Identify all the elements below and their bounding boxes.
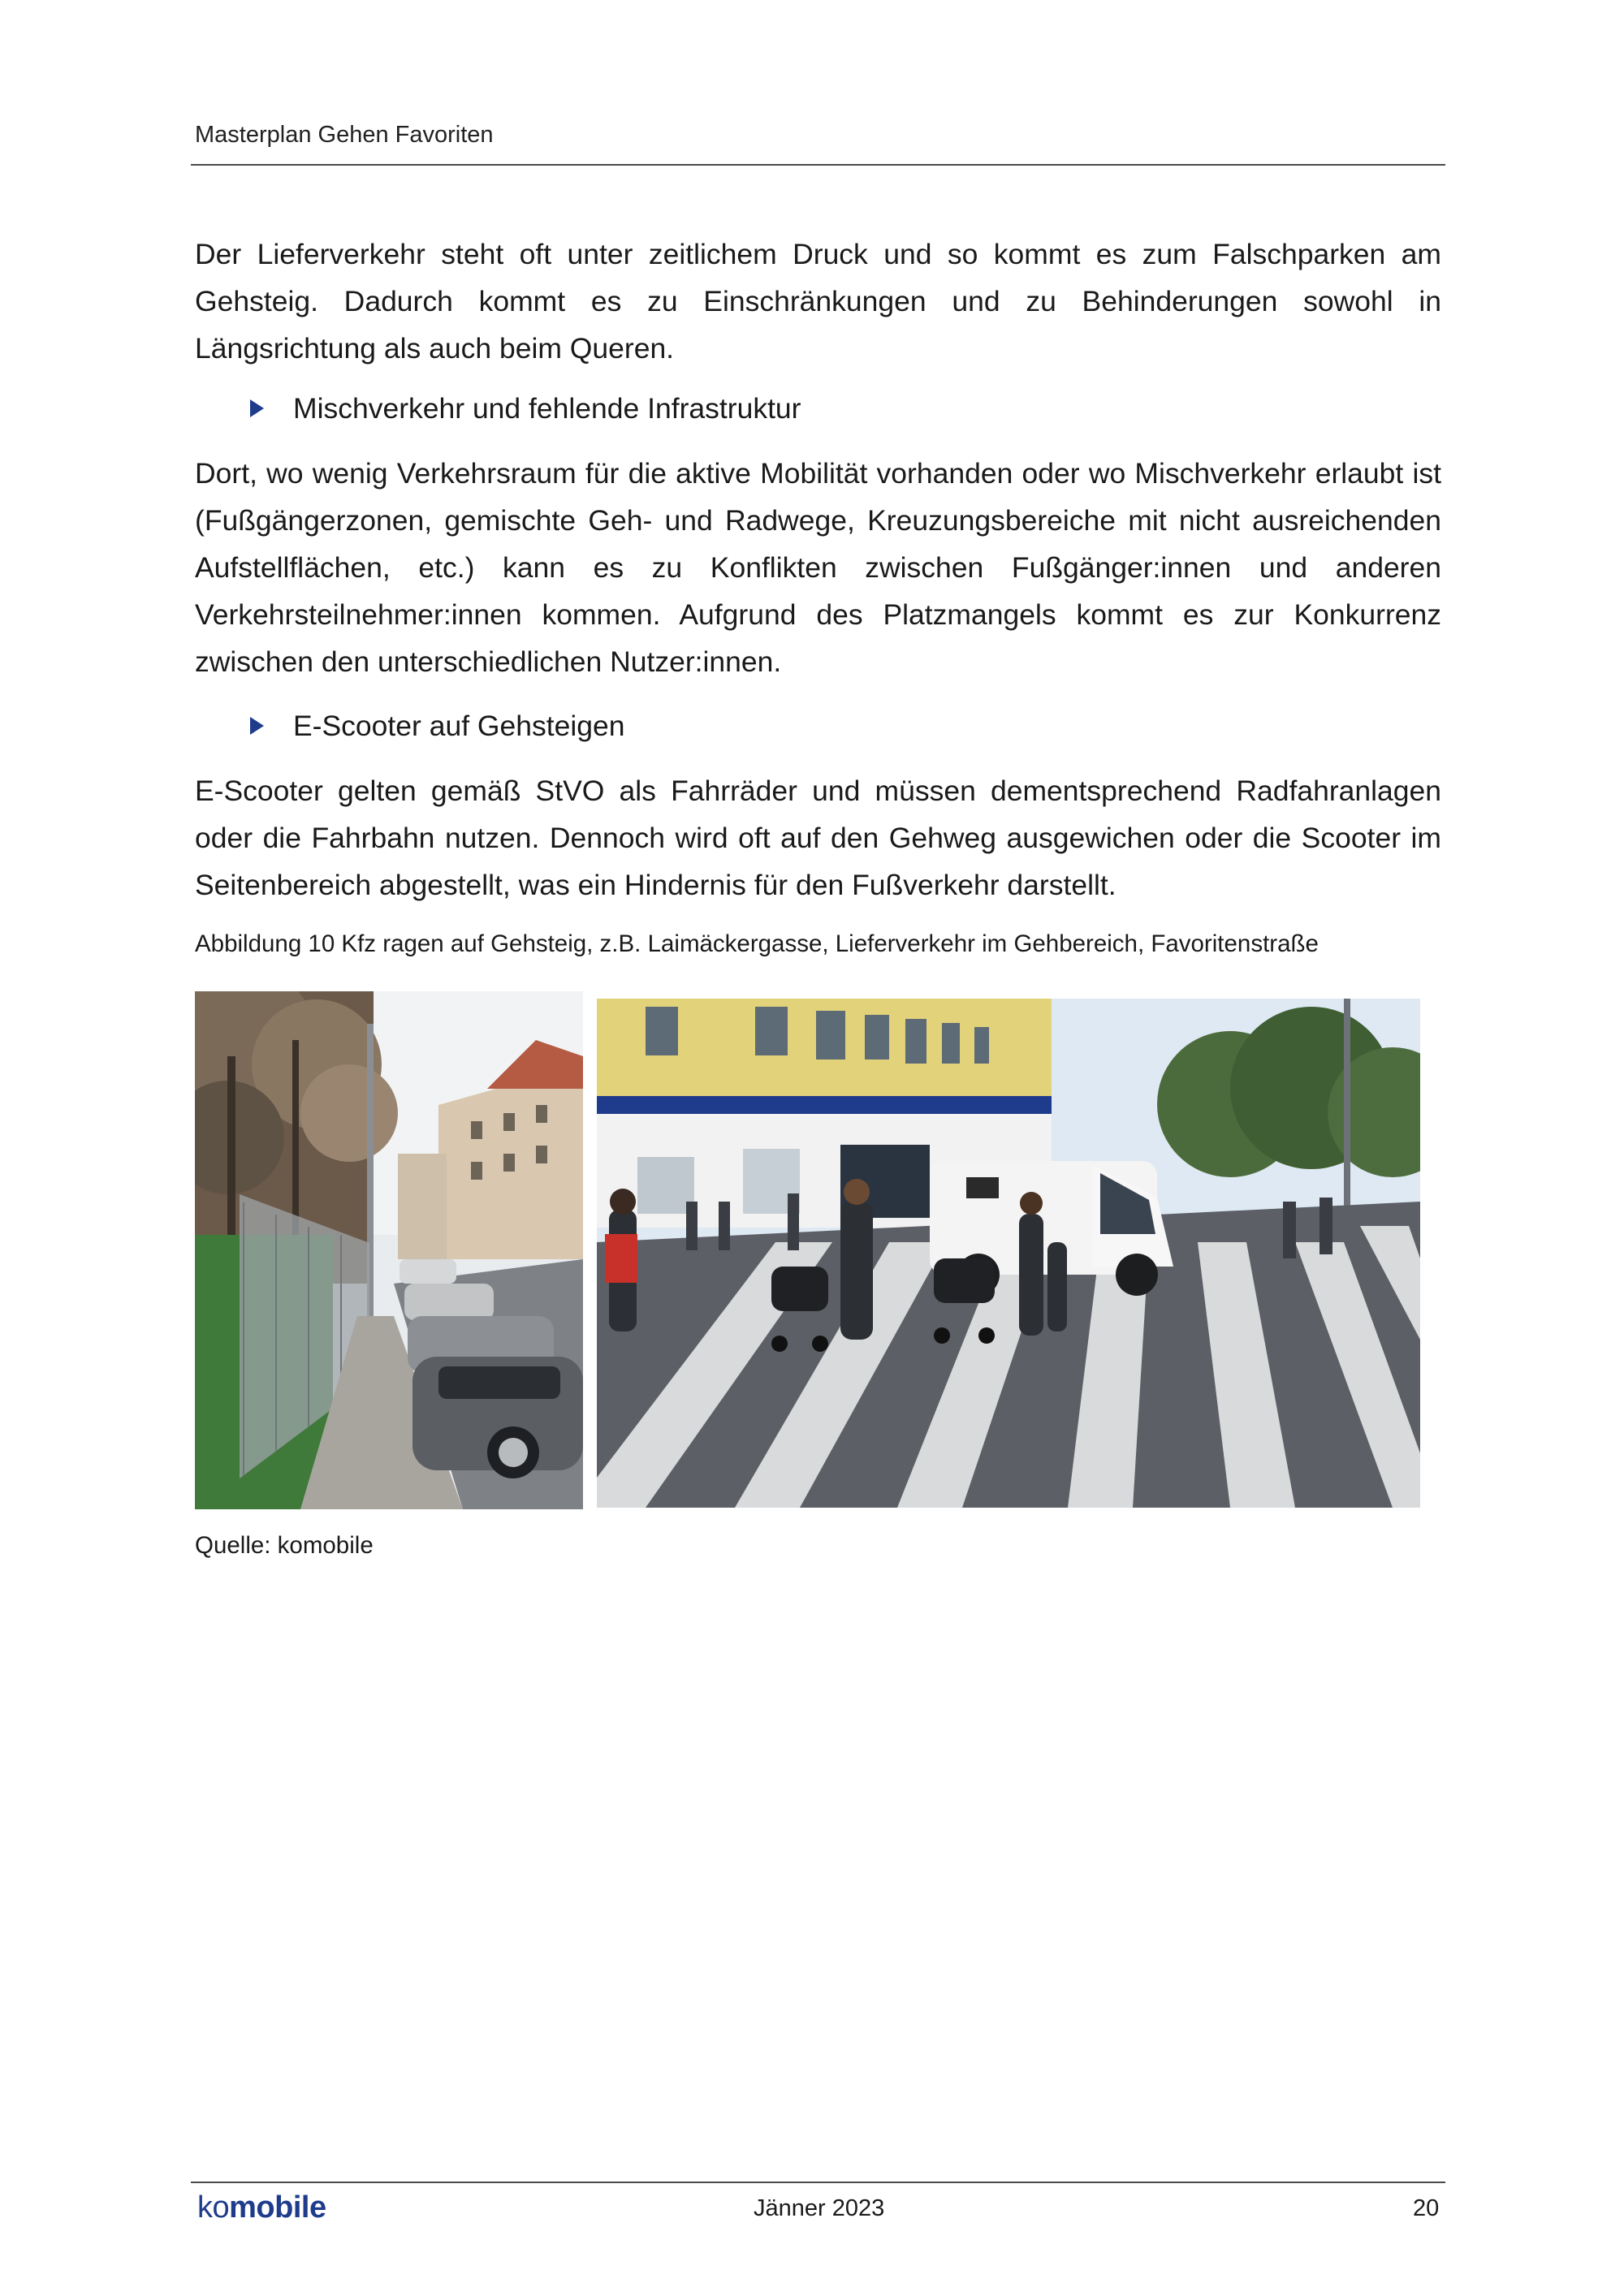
figure-caption: Abbildung 10 Kfz ragen auf Gehsteig, z.B. Laimäckergasse, Lieferverkehr im Gehbereich, Favoritenstraße (195, 930, 1319, 957)
paragraph-mischverkehr: Dort, wo wenig Verkehrsraum für die aktive Mobilität vorhanden oder wo Mischverkehr erlaubt ist (Fußgängerzonen, gemischte Geh- und Radwege, Kreuzungsbereiche mit nicht ausreichenden Aufstellflächen, etc.) kann es zu Konflikten zwischen Fußgänger:innen und anderen Verkehrsteilnehmer:innen kommen. Aufgrund des Platzmangels kommt es zur Konkurrenz zwischen den unterschiedlichen Nutzer:innen. (195, 457, 1441, 678)
paragraph-lieferverkehr: Der Lieferverkehr steht oft unter zeitlichem Druck und so kommt es zum Falschparken am Gehsteig. Dadurch kommt es zu Einschränkungen und zu Behinderungen sowohl in Längsrichtung als auch beim Queren. (195, 238, 1441, 365)
bullet-e-scooter (250, 702, 625, 749)
photo-parked-cars (195, 991, 583, 1509)
paragraph-e-scooter: E-Scooter gelten gemäß StVO als Fahrräder und müssen dementsprechend Radfahranlagen oder die Fahrbahn nutzen. Dennoch wird oft auf den Gehweg ausgewichen oder die Scooter im Seitenbereich abgestellt, was ein Hindernis für den Fußverkehr darstellt. (195, 775, 1441, 901)
logo-mobile: mobile (229, 2190, 326, 2225)
triangle-bullet-icon (250, 717, 264, 735)
footer-date: Jänner 2023 (754, 2195, 885, 2221)
running-header: Masterplan Gehen Favoriten (195, 122, 494, 148)
bullet-label: E-Scooter auf Gehsteigen (293, 710, 625, 742)
triangle-bullet-icon (250, 399, 264, 417)
bullet-mischverkehr (250, 385, 801, 432)
photo-parked-cars-illustration (195, 991, 583, 1509)
footer-rule (191, 2182, 1445, 2183)
photo-delivery-van-crossing (597, 999, 1420, 1508)
photo-delivery-van-illustration (597, 999, 1420, 1508)
figure-source: Quelle: komobile (195, 1532, 374, 1559)
page-number: 20 (1413, 2195, 1440, 2221)
bullet-label: Mischverkehr und fehlende Infrastruktur (293, 392, 801, 425)
komobile-logo (197, 2190, 326, 2225)
header-rule (191, 164, 1445, 166)
logo-ko: ko (197, 2190, 230, 2225)
